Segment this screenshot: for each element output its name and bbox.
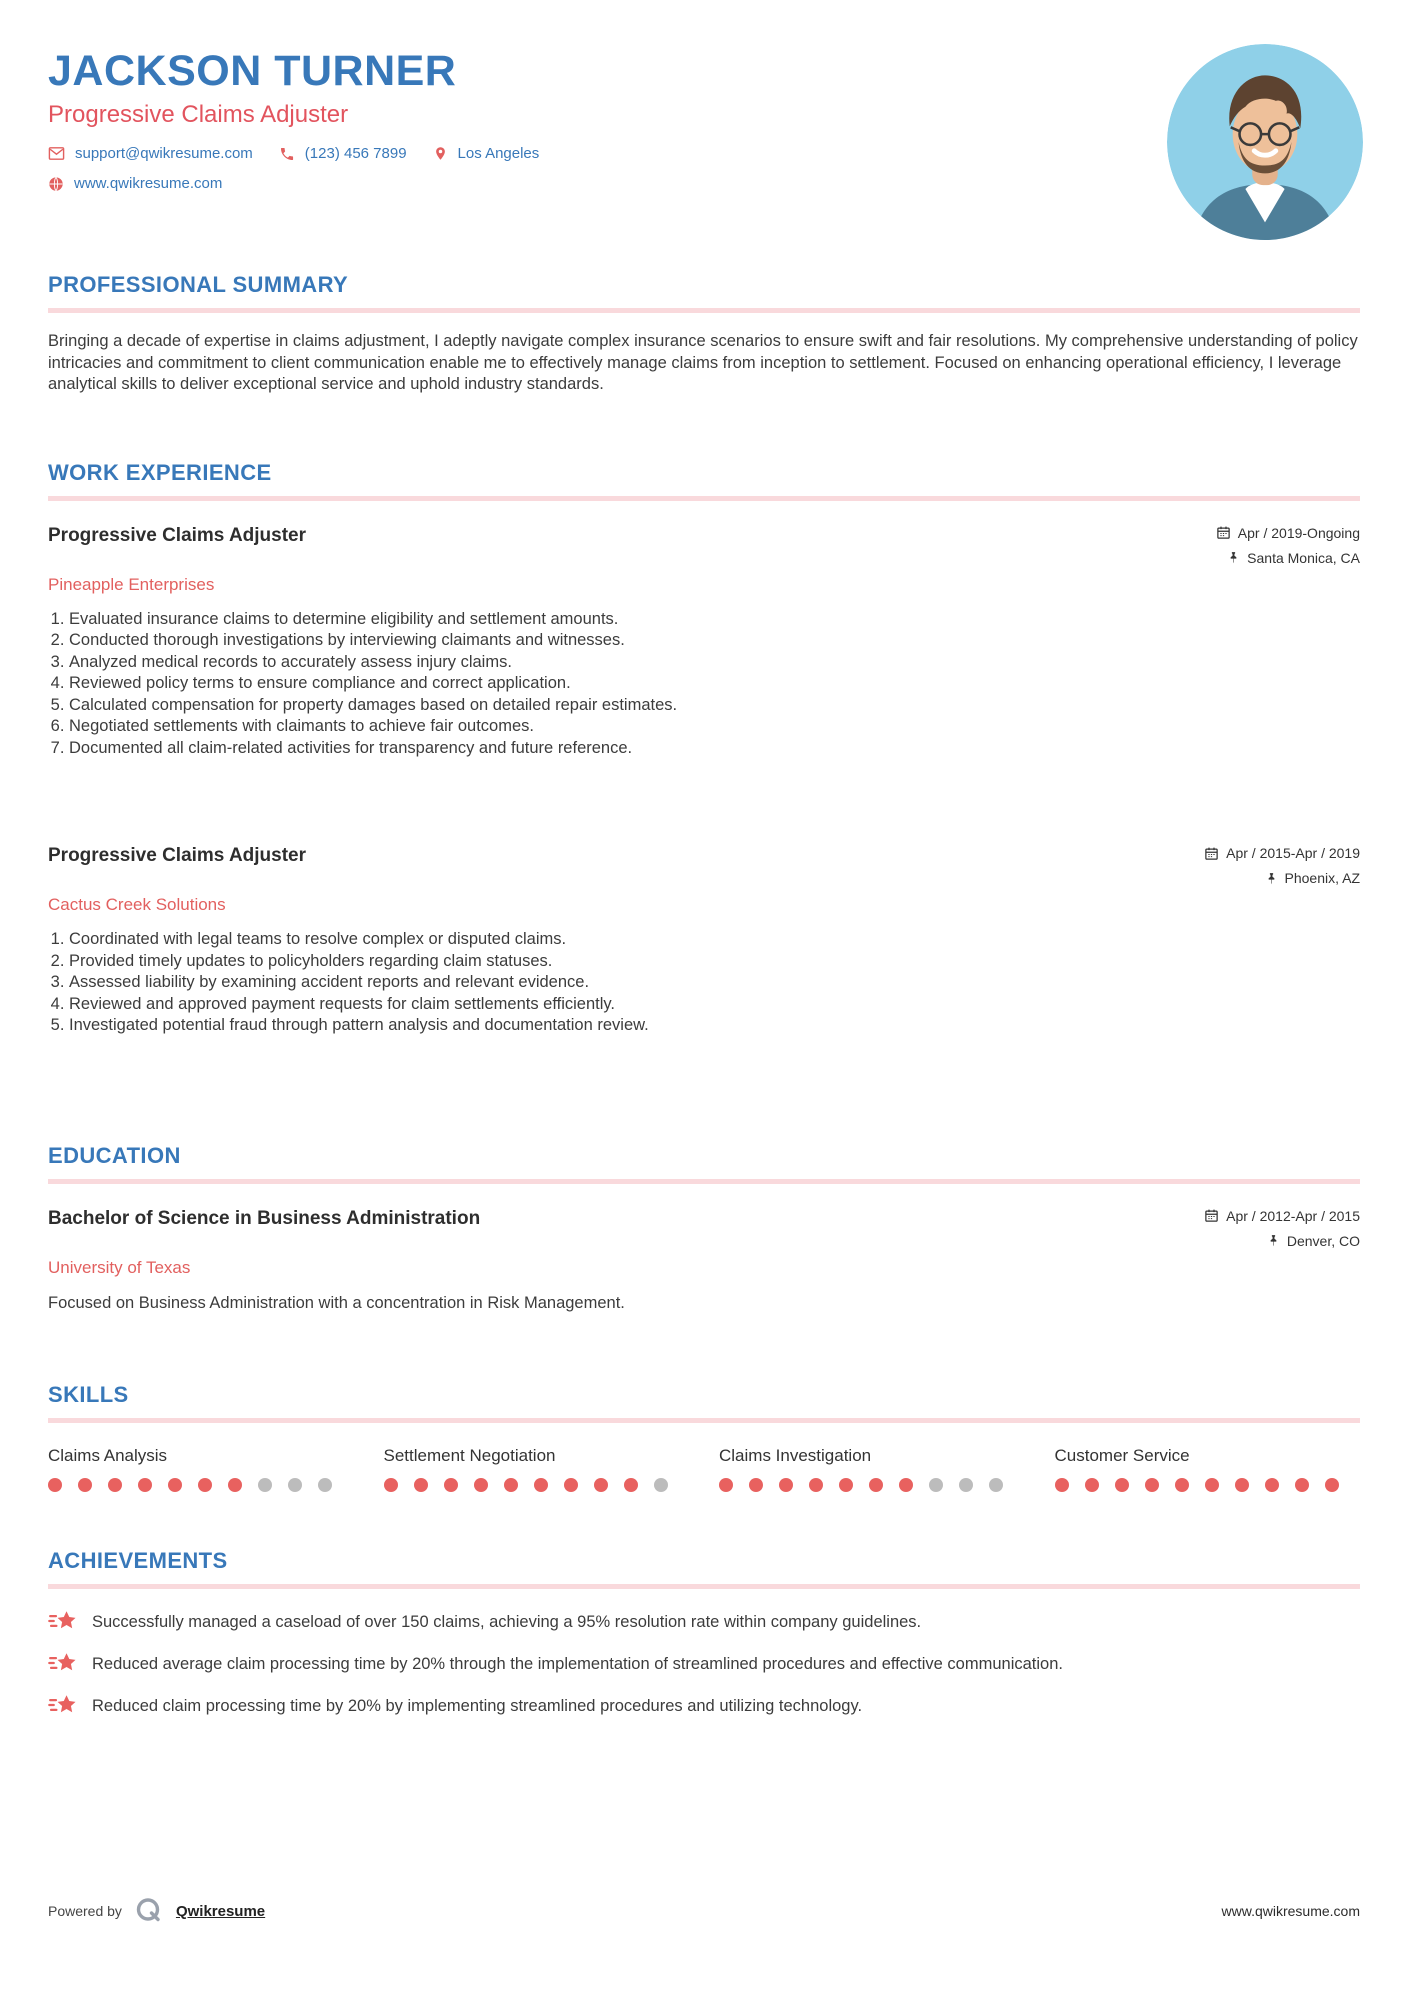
section-achievements: [48, 1548, 1360, 1717]
education-description: Focused on Business Administration with a concentration in Risk Management.: [48, 1293, 625, 1312]
school-name: University of Texas: [48, 1257, 191, 1277]
email-contact[interactable]: [48, 145, 253, 162]
job-location-row: [1204, 870, 1360, 886]
section-work-experience: [48, 460, 1360, 1037]
job-bullet-list: [48, 929, 1360, 1037]
achievements-heading: ACHIEVEMENTS: [48, 1547, 228, 1573]
job-bullet: 6. Negotiated settlements with claimants to achieve fair outcomes.: [69, 716, 1360, 738]
powered-by-label: Powered by: [48, 1903, 122, 1919]
skill-dot: [899, 1478, 913, 1492]
education-date: Apr / 2012-Apr / 2015: [1226, 1207, 1360, 1224]
skill-dot: [1235, 1478, 1249, 1492]
section-divider: [48, 496, 1360, 501]
job-meta: [1204, 845, 1360, 886]
profile-photo: [1167, 44, 1363, 240]
job-company: Pineapple Enterprises: [48, 574, 215, 594]
skill-dot: [138, 1478, 152, 1492]
achievement-text: Successfully managed a caseload of over 150 claims, achieving a 95% resolution rate within company guidelines.: [92, 1612, 922, 1631]
location-contact: [433, 145, 540, 162]
calendar-icon: [1204, 846, 1219, 861]
skill-dot: [929, 1478, 943, 1492]
shooting-star-icon: [48, 1609, 78, 1633]
education-heading: EDUCATION: [48, 1142, 181, 1168]
email-text: support@qwikresume.com: [75, 145, 253, 163]
skill-dot: [444, 1478, 458, 1492]
skill-dot: [624, 1478, 638, 1492]
skill-dot: [1145, 1478, 1159, 1492]
website-contact[interactable]: [48, 175, 222, 192]
footer-branding: [48, 1896, 265, 1926]
achievement-item: [48, 1653, 1360, 1675]
skill-dot: [959, 1478, 973, 1492]
skill-name: Customer Service: [1054, 1445, 1190, 1465]
job-date-row: [1216, 525, 1360, 541]
skill-dot: [564, 1478, 578, 1492]
pushpin-icon: [1267, 1233, 1280, 1248]
skill-item: [48, 1445, 354, 1492]
header: [48, 48, 1360, 192]
education-location-row: [1204, 1233, 1360, 1249]
job-date-row: [1204, 845, 1360, 861]
skill-dot: [228, 1478, 242, 1492]
skill-rating: [719, 1478, 1025, 1492]
profile-photo-illustration: [1167, 44, 1363, 240]
skill-dot: [719, 1478, 733, 1492]
job-entry-1: [48, 525, 1360, 760]
experience-heading: WORK EXPERIENCE: [48, 459, 272, 485]
job-meta: [1216, 525, 1360, 566]
envelope-icon: [48, 145, 65, 162]
calendar-icon: [1216, 525, 1231, 540]
pushpin-icon: [1227, 550, 1240, 565]
job-location: Phoenix, AZ: [1284, 870, 1360, 887]
skill-dot: [198, 1478, 212, 1492]
skill-dot: [654, 1478, 668, 1492]
globe-icon: [48, 176, 64, 192]
job-bullet: 3. Analyzed medical records to accurately assess injury claims.: [69, 652, 1360, 674]
education-date-row: [1204, 1208, 1360, 1224]
job-bullet: 5. Calculated compensation for property damages based on detailed repair estimates.: [69, 695, 1360, 717]
section-education: [48, 1143, 1360, 1314]
job-location: Santa Monica, CA: [1247, 549, 1360, 566]
pushpin-icon: [1265, 871, 1278, 886]
job-bullet: 2. Provided timely updates to policyholders regarding claim statuses.: [69, 951, 1360, 973]
job-bullet: 5. Investigated potential fraud through pattern analysis and documentation review.: [69, 1015, 1360, 1037]
job-date: Apr / 2015-Apr / 2019: [1226, 845, 1360, 862]
summary-text: Bringing a decade of expertise in claims adjustment, I adeptly navigate complex insurance scenarios to ensure swift and fair resolutions. My comprehensive understanding of policy intricacies and commitment to client communication enable me to effectively manage claims from inception to settlement. Focused on enhancing operational efficiency, I leverage analytical skills to deliver exceptional service and uphold industry standards.: [48, 332, 1358, 394]
website-text: www.qwikresume.com: [74, 175, 223, 193]
skill-rating: [384, 1478, 690, 1492]
section-divider: [48, 1179, 1360, 1184]
job-bullet: 2. Conducted thorough investigations by interviewing claimants and witnesses.: [69, 630, 1360, 652]
skill-dot: [1205, 1478, 1219, 1492]
skill-rating: [48, 1478, 354, 1492]
skill-dot: [78, 1478, 92, 1492]
skill-dot: [839, 1478, 853, 1492]
job-company: Cactus Creek Solutions: [48, 895, 226, 915]
skill-dot: [48, 1478, 62, 1492]
job-bullet: 1. Coordinated with legal teams to resolve complex or disputed claims.: [69, 929, 1360, 951]
job-entry-head: [48, 525, 1360, 566]
summary-heading: PROFESSIONAL SUMMARY: [48, 272, 349, 298]
skill-dot: [414, 1478, 428, 1492]
footer-url: www.qwikresume.com: [1221, 1903, 1360, 1919]
phone-text: (123) 456 7899: [304, 145, 407, 163]
skill-dot: [168, 1478, 182, 1492]
job-bullet: 1. Evaluated insurance claims to determine eligibility and settlement amounts.: [69, 609, 1360, 631]
skill-dot: [809, 1478, 823, 1492]
degree-title: Bachelor of Science in Business Administration: [48, 1207, 481, 1229]
achievement-item: [48, 1695, 1360, 1717]
skill-dot: [749, 1478, 763, 1492]
job-location-row: [1216, 550, 1360, 566]
skill-dot: [779, 1478, 793, 1492]
skill-dot: [1295, 1478, 1309, 1492]
job-date: Apr / 2019-Ongoing: [1237, 524, 1360, 541]
skills-grid: [48, 1445, 1360, 1492]
person-job-title: Progressive Claims Adjuster: [48, 101, 349, 129]
education-meta: [1204, 1208, 1360, 1249]
section-skills: [48, 1382, 1360, 1492]
person-name: JACKSON TURNER: [48, 47, 457, 95]
phone-icon: [279, 146, 295, 162]
job-entry-2: [48, 845, 1360, 1037]
achievement-item: [48, 1611, 1360, 1633]
job-bullet: 3. Assessed liability by examining accident reports and relevant evidence.: [69, 972, 1360, 994]
skill-dot: [869, 1478, 883, 1492]
job-entry-head: [48, 845, 1360, 886]
job-bullet: 4. Reviewed policy terms to ensure compliance and correct application.: [69, 673, 1360, 695]
skill-item: [1055, 1445, 1361, 1492]
skill-name: Settlement Negotiation: [383, 1445, 556, 1465]
achievement-text: Reduced claim processing time by 20% by implementing streamlined procedures and utilizing technology.: [92, 1696, 863, 1715]
education-entry-head: [48, 1208, 1360, 1249]
skill-dot: [1115, 1478, 1129, 1492]
footer: [48, 1896, 1360, 1926]
skill-dot: [594, 1478, 608, 1492]
skill-dot: [1085, 1478, 1099, 1492]
job-bullet: 7. Documented all claim-related activities for transparency and future reference.: [69, 738, 1360, 760]
skill-dot: [258, 1478, 272, 1492]
contact-row-1: [48, 145, 1360, 162]
skill-dot: [989, 1478, 1003, 1492]
job-bullet-list: [48, 609, 1360, 760]
skill-dot: [534, 1478, 548, 1492]
skills-heading: SKILLS: [48, 1381, 129, 1407]
achievement-text: Reduced average claim processing time by 20% through the implementation of streamlined procedures and effective communication.: [92, 1654, 1063, 1673]
skill-dot: [1175, 1478, 1189, 1492]
skill-dot: [318, 1478, 332, 1492]
skill-name: Claims Analysis: [48, 1445, 168, 1465]
q-logo: [134, 1896, 164, 1926]
skill-dot: [1055, 1478, 1069, 1492]
shooting-star-icon: [48, 1651, 78, 1675]
skill-dot: [288, 1478, 302, 1492]
skill-dot: [1325, 1478, 1339, 1492]
skill-dot: [384, 1478, 398, 1492]
skill-rating: [1055, 1478, 1361, 1492]
job-bullet: 4. Reviewed and approved payment requests for claim settlements efficiently.: [69, 994, 1360, 1016]
brand-link[interactable]: Qwikresume: [175, 1902, 266, 1920]
section-professional-summary: [48, 272, 1360, 396]
skill-dot: [474, 1478, 488, 1492]
job-title: Progressive Claims Adjuster: [48, 524, 307, 546]
skill-item: [719, 1445, 1025, 1492]
shooting-star-icon: [48, 1693, 78, 1717]
job-title: Progressive Claims Adjuster: [48, 845, 307, 867]
skill-name: Claims Investigation: [719, 1445, 872, 1465]
education-entry: [48, 1208, 1360, 1314]
phone-contact[interactable]: [279, 145, 407, 162]
section-divider: [48, 1418, 1360, 1423]
contact-row-2: [48, 175, 1360, 192]
education-location: Denver, CO: [1286, 1232, 1360, 1249]
achievements-list: [48, 1611, 1360, 1717]
skill-dot: [108, 1478, 122, 1492]
calendar-icon: [1204, 1208, 1219, 1223]
location-text: Los Angeles: [457, 145, 540, 163]
section-divider: [48, 308, 1360, 313]
section-divider: [48, 1584, 1360, 1589]
location-pin-icon: [433, 145, 448, 162]
skill-item: [384, 1445, 690, 1492]
skill-dot: [1265, 1478, 1279, 1492]
skill-dot: [504, 1478, 518, 1492]
